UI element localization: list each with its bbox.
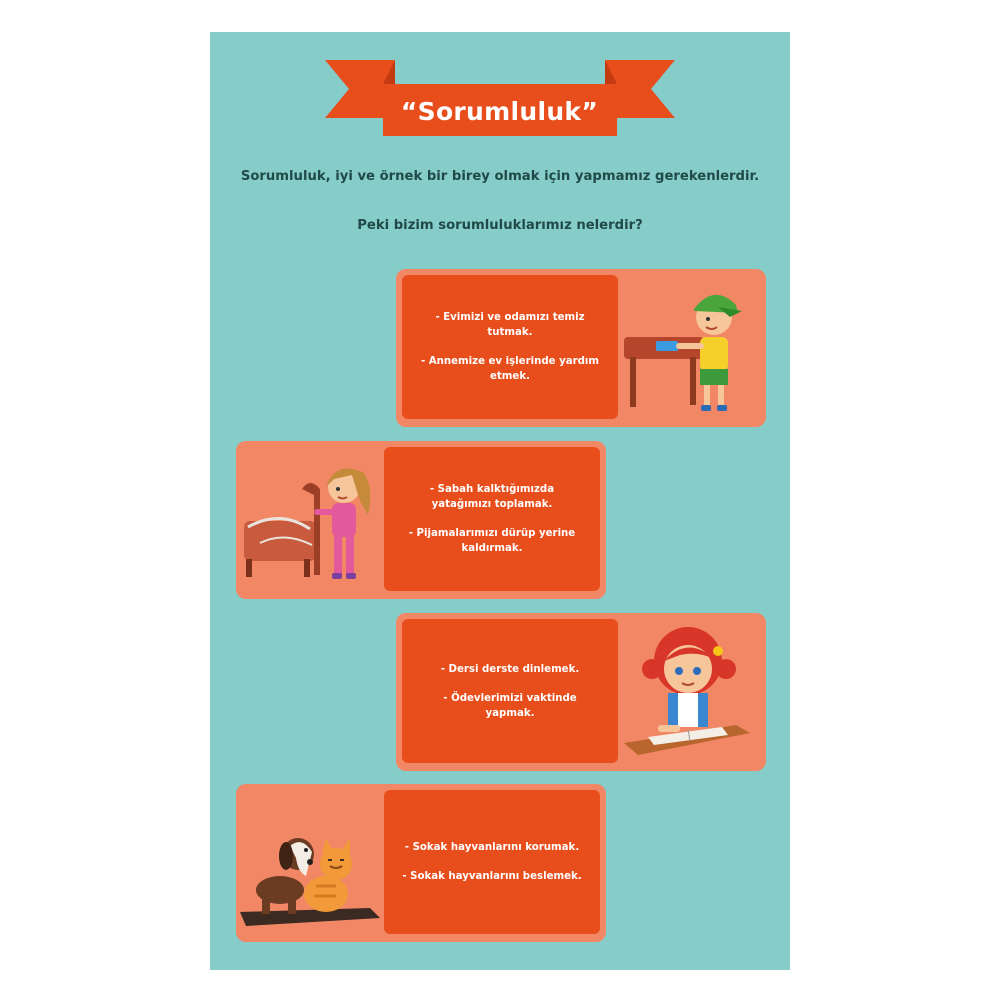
intro-text: Sorumluluk, iyi ve örnek bir birey olmak için yapmamız gerekenlerdir. <box>240 169 760 184</box>
boy-cleaning-table-illustration <box>618 277 758 419</box>
girl-studying-illustration <box>618 621 758 763</box>
responsibility-item: - Annemize ev işlerinde yardım etmek. <box>420 356 600 382</box>
poster <box>210 32 790 970</box>
dog-and-cat-illustration <box>240 792 380 934</box>
responsibility-item: - Sokak hayvanlarını korumak. <box>404 842 580 853</box>
card-text-box <box>384 447 600 591</box>
responsibility-item: - Evimizi ve odamızı temiz tutmak. <box>435 312 585 338</box>
responsibility-card <box>396 613 766 771</box>
responsibility-item: - Pijamalarımızı dürüp yerine kaldırmak. <box>408 528 576 554</box>
question-text: Peki bizim sorumluluklarımız nelerdir? <box>357 218 643 233</box>
responsibility-card <box>396 269 766 427</box>
title-ribbon <box>325 60 675 145</box>
card-text-box <box>402 619 618 763</box>
responsibility-item: - Sokak hayvanlarını beslemek. <box>402 871 582 882</box>
responsibility-card <box>236 784 606 942</box>
card-text-box <box>384 790 600 934</box>
responsibility-card <box>236 441 606 599</box>
card-text-box <box>402 275 618 419</box>
girl-making-bed-illustration <box>240 449 380 591</box>
responsibility-item: - Dersi derste dinlemek. <box>440 663 580 675</box>
responsibility-item: - Ödevlerimizi vaktinde yapmak. <box>443 692 577 719</box>
page-title: “Sorumluluk” <box>400 96 599 126</box>
responsibility-item: - Sabah kalktığımızda yatağımızı toplamak. <box>429 484 555 510</box>
